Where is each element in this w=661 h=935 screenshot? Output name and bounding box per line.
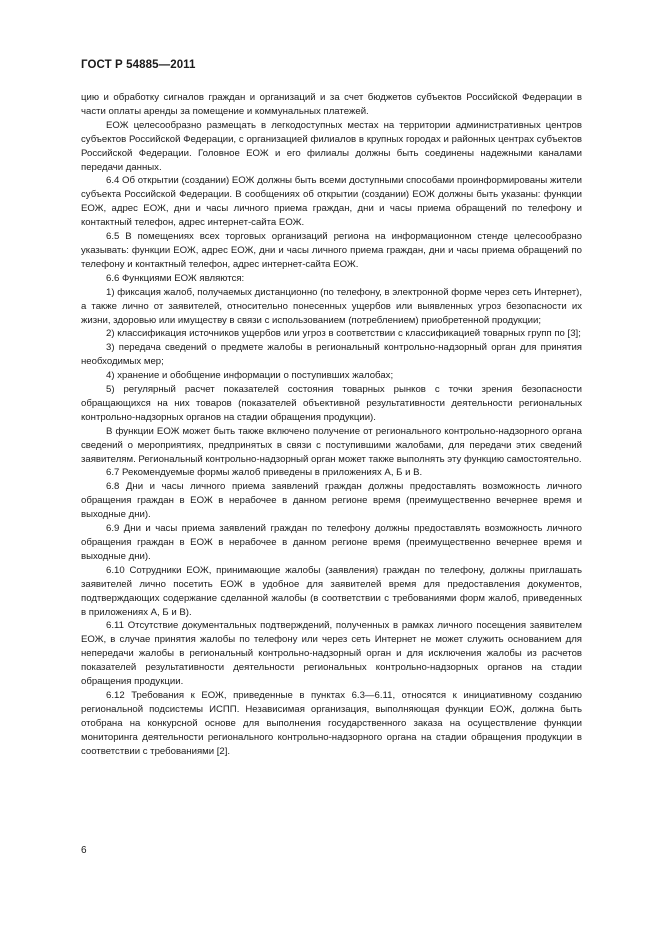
paragraph: 6.9 Дни и часы приема заявлений граждан по телефону должны предоставлять возможность личного обращения граждан в ЕОЖ в нерабочее в данном регионе время (преимущественно вечернее время и выходные дни). — [81, 523, 582, 562]
paragraph: 6.5 В помещениях всех торговых организаций региона на информационном стенде целесообразно указывать: функции ЕОЖ, адрес ЕОЖ, дни и часы личного приема граждан, дни и часы приема обращений по телефону и контактный телефон, адрес интернет-сайта ЕОЖ. — [81, 231, 582, 270]
list-item: 1) фиксация жалоб, получаемых дистанционно (по телефону, в электронной форме через сеть Интернет), а также лично от заявителей, относительно понесенных ущербов или выявленных угроз безопасности их жизни, здоровью или имуществу в связи с использованием (потреблением) приобретенной продукции; — [81, 286, 582, 326]
list-item: 5) регулярный расчет показателей состояния товарных рынков с точки зрения безопасности обращающихся на них товаров (показателей объективной результативности деятельности региональных контрольно-надзорных органов на стадии обращения продукции). — [81, 384, 582, 423]
paragraph: ЕОЖ целесообразно размещать в легкодоступных местах на территории административных центров субъектов Российской Федерации, с организацией филиалов в крупных городах и районных центрах субъектов Российской Федерации. Головное ЕОЖ и его филиалы должны быть соединены надежными каналами передачи данных. — [81, 119, 582, 173]
paragraph: 6.10 Сотрудники ЕОЖ, принимающие жалобы (заявления) граждан по телефону, должны приглашать заявителей лично посетить ЕОЖ в удобное для заявителей время для предоставления документов, подтверждающих содержание сделанной жалобы (в соответствии с требованиями форм жалоб, приведенных в приложениях А, Б и В). — [81, 564, 582, 618]
paragraph: цию и обработку сигналов граждан и организаций и за счет бюджетов субъектов Российской Федерации в части оплаты аренды за помещение и коммунальных платежей. — [81, 92, 582, 117]
document-header: ГОСТ Р 54885—2011 — [81, 59, 196, 71]
paragraph: 6.12 Требования к ЕОЖ, приведенные в пунктах 6.3—6.11, относятся к инициативному созданию региональной подсистемы ИСПП. Независимая организация, выполняющая функции ЕОЖ, должна быть отобрана на конкурсной основе для выполнения государственного заказа на осуществление функции мониторинга деятельности регионального контрольно-надзорного органа на стадии обращения продукции в соответствии с требованиями [2]. — [81, 689, 582, 757]
paragraph: 6.7 Рекомендуемые формы жалоб приведены в приложениях А, Б и В. — [106, 467, 423, 479]
list-item: 4) хранение и обобщение информации о поступивших жалобах; — [106, 370, 394, 382]
paragraph: 6.4 Об открытии (создании) ЕОЖ должны быть всеми доступными способами проинформированы жители субъекта Российской Федерации. В сообщениях об открытии (создании) ЕОЖ должны быть указаны: функции ЕОЖ, адрес ЕОЖ, дни и часы личного приема граждан, дни и часы приема обращений по телефону и контактный телефон, адрес интернет-сайта ЕОЖ. — [81, 175, 582, 229]
paragraph: В функции ЕОЖ может быть также включено получение от регионального контрольно-надзорного органа сведений о мероприятиях, предпринятых в связи с поступившими жалобами, для передачи этих сведений заявителям. Региональный контрольно-надзорный орган может также выполнять эту функцию самостоятельно. — [81, 425, 582, 465]
list-item: 2) классификация источников ущербов или угроз в соответствии с классификацией товарных групп по [3]; — [106, 328, 581, 340]
paragraph: 6.6 Функциями ЕОЖ являются: — [106, 272, 245, 284]
list-item: 3) передача сведений о предмете жалобы в региональный контрольно-надзорный орган для принятия необходимых мер; — [81, 342, 582, 368]
body-text — [81, 91, 582, 759]
paragraph: 6.8 Дни и часы личного приема заявлений граждан должны предоставлять возможность личного обращения граждан в ЕОЖ в нерабочее в данном регионе время (преимущественно вечернее время и выходные дни). — [81, 481, 582, 521]
paragraph: 6.11 Отсутствие документальных подтверждений, полученных в рамках личного посещения заявителем ЕОЖ, в случае принятия жалобы по телефону или через сеть Интернет не может служить основанием для непередачи жалобы в региональный контрольно-надзорный орган и для исключения жалобы из расчетов показателей результативности деятельности региональных контрольно-надзорных органов на стадии обращения продукции. — [81, 620, 582, 688]
page-number: 6 — [81, 845, 87, 856]
